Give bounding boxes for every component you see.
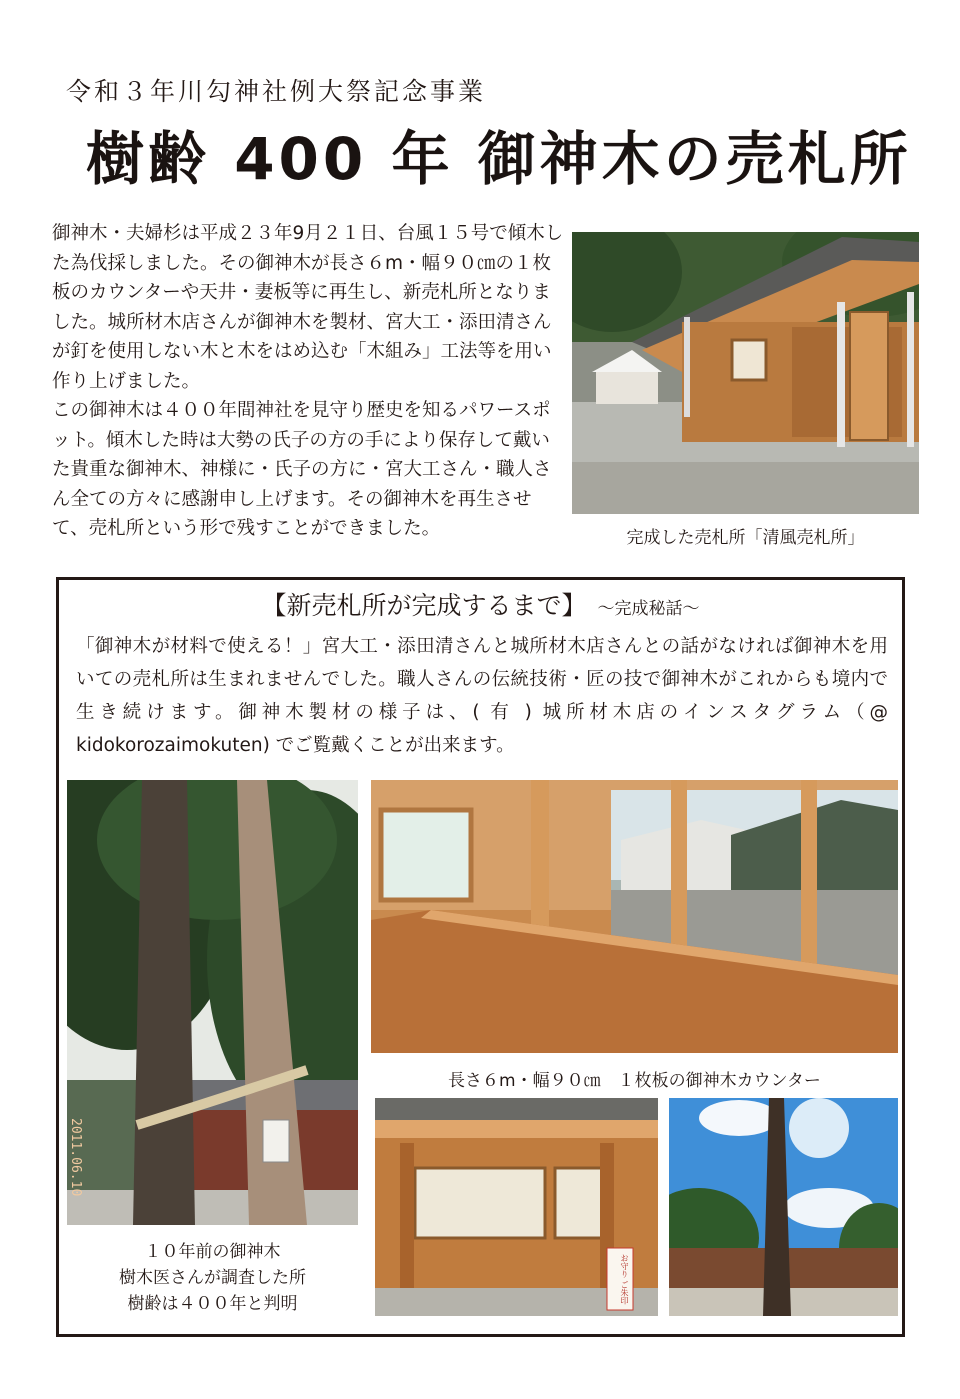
tree-caption-line-3: 樹齢は４００年と判明 xyxy=(127,1294,298,1314)
date-stamp: 2011.06.10 xyxy=(68,1118,83,1197)
booth-front-photo xyxy=(375,1098,658,1316)
tree-caption-line-2: 樹木医さんが調査した所 xyxy=(119,1268,306,1288)
story-heading xyxy=(56,586,905,622)
story-heading-subtitle: ～完成秘話～ xyxy=(597,599,700,619)
event-subtitle: 令和３年川勾神社例大祭記念事業 xyxy=(66,77,487,106)
completed-booth-photo xyxy=(572,232,919,514)
story-text: 「御神木が材料で使える！」宮大工・添田清さんと城所材木店さんとの話がなければ御神木を用いての売札所は生まれませんでした。職人さんの伝統技術・匠の技で御神木がこれからも境内で生き続けます。御神木製材の様子は、( 有 ) 城所材木店のインスタグラム（@ kidokorozaimokuten) でご覧戴くことが出来ます。 xyxy=(76,636,888,756)
story-heading-title: 【新売札所が完成するまで】 xyxy=(261,591,587,620)
page-title: 樹齢 400 年 御神木の売札所 xyxy=(86,125,912,193)
amulet-sign: お守り ご朱印 xyxy=(620,1254,629,1305)
intro-paragraph-1: 御神木・夫婦杉は平成２３年9月２１日、台風１５号で傾木した為伐採しました。その御神木が長さ６m・幅９０㎝の１枚板のカウンターや天井・妻板等に再生し、新売札所となりました。城所材木店さんが御神木を製材、宮大工・添田清さんが釘を使用しない木と木をはめ込む「木組み」工法等を用い作り上げました。 xyxy=(52,223,564,392)
intro-text xyxy=(52,219,568,544)
booth-caption: 完成した売札所「清風売札所」 xyxy=(626,528,865,548)
tree-sky-photo xyxy=(669,1098,898,1316)
tree-caption-line-1: １０年前の御神木 xyxy=(144,1242,281,1262)
sacred-tree-photo xyxy=(67,780,358,1225)
intro-paragraph-2: この御神木は４００年間神社を見守り歴史を知るパワースポット。傾木した時は大勢の氏子の方の手により保存して戴いた貴重な御神木、神様に・氏子の方に・宮大工さん・職人さん全ての方々に感謝申し上げます。その御神木を再生させて、売札所という形で残すことができました。 xyxy=(52,400,552,539)
tree-caption xyxy=(67,1239,358,1317)
counter-caption: 長さ６m・幅９０㎝ １枚板の御神木カウンター xyxy=(448,1071,821,1091)
counter-photo xyxy=(371,780,898,1053)
